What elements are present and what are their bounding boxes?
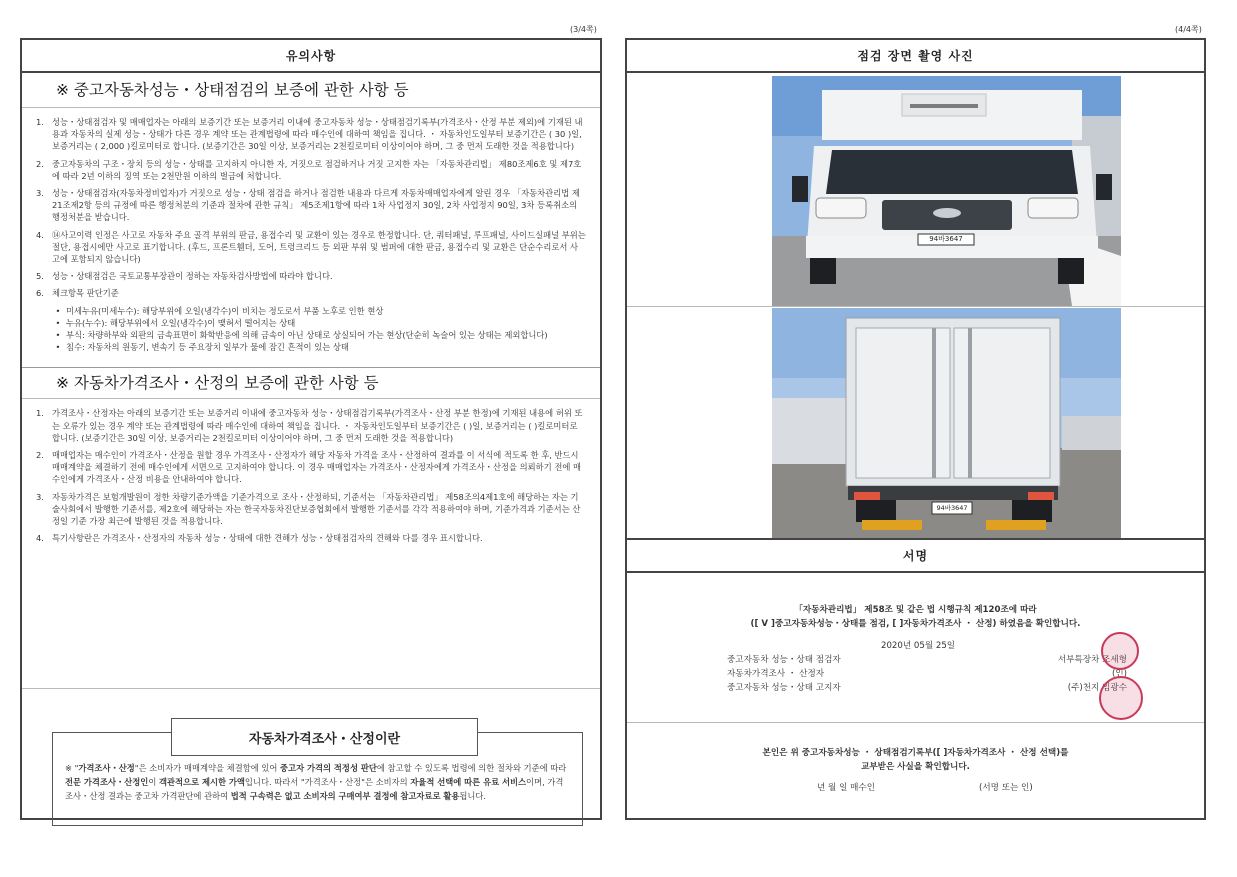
- item-text: 매매업자는 매수인이 가격조사・산정을 원할 경우 가격조사・산정자가 해당 자동차 가격을 조사・산정하여 결과를 이 서식에 적도록 한 후, 반드시 매매계약을 체결하기 전에 매수인에게 서면으로 고지하여야 합니다. 이 경우 매매업자는 가격조사・산정자에게 가격조사・산정을 의뢰하기 전에 매수인에게 가격조사・산정 비용을 안내하여야 합니다.: [52, 450, 582, 485]
- law-line-1: 「자동차관리법」 제58조 및 같은 법 시행규칙 제120조에 따라: [794, 605, 1037, 615]
- divider: [22, 688, 600, 689]
- item-text: 성능・상태점검은 국토교통부장관이 정하는 자동차검사방법에 따라야 합니다.: [52, 271, 333, 282]
- price-warranty-list: [22, 399, 600, 544]
- photo-panel: [625, 38, 1206, 820]
- item-number: 1.: [36, 117, 44, 127]
- item-number: 5.: [36, 271, 44, 282]
- price-warranty-item: [36, 449, 586, 486]
- section-title-price-warranty: ※ 자동차가격조사・산정의 보증에 관한 사항 등: [56, 374, 379, 393]
- divider: [627, 722, 1204, 723]
- inspection-warranty-item: [36, 229, 586, 266]
- item-number: 1.: [36, 408, 44, 419]
- item-text: 성능・상태점검자 및 매매업자는 아래의 보증기간 또는 보증거리 이내에 중고자동차 성능・상태점검기록부(가격조사・산정 부분 제외)에 기재된 내용과 자동차의 실제 성능・상태가 다른 경우 계약 또는 관계법령에 따라 매수인에 대하여 책임을 집니다. ・ 자동차인도일부터 보증기간은 ( 30 )일, 보증거리는 ( 2,000 )킬로미터로 합니다. (보증기간은 30일 이상, 보증거리는 2천킬로미터 이상이어야 하며, 그 중 먼저 도래한 것을 적용합니다): [52, 117, 583, 152]
- item-text: 자동차가격은 보험개발원이 정한 차량기준가액을 기준가격으로 조사・산정하되, 기준서는 「자동차관리법」 제58조의4제1호에 해당하는 자는 기술사회에서 발행한 기준서를, 제2호에 해당하는 자는 한국자동차진단보증협회에서 발행한 기준서를 각각 적용하여야 하며, 기준가격과 기준서는 산정일 기준 가장 최근에 발행된 것을 적용합니다.: [52, 491, 581, 527]
- signatory-inspector: 중고자동차 성능・상태 점검자 서부특장차 조세형: [727, 655, 1127, 665]
- inspection-warranty-item: [36, 116, 586, 153]
- inspection-warranty-item: [36, 158, 586, 182]
- page-number-right: (4/4쪽): [1175, 25, 1202, 34]
- receipt-line-2: 교부받은 사실을 확인합니다.: [861, 762, 970, 772]
- item-text: 중고자동차의 구조・장치 등의 성능・상태를 고지하지 아니한 자, 거짓으로 점검하거나 거짓 고지한 자는 「자동차관리법」 제80조제6호 및 제7호에 따라 2년 이하의 징역 또는 2천만원 이하의 벌금에 처합니다.: [52, 158, 582, 181]
- section-title-inspection-warranty: ※ 중고자동차성능・상태점검의 보증에 관한 사항 등: [56, 81, 409, 99]
- criteria-item: [50, 341, 586, 353]
- item-number: 3.: [36, 188, 44, 199]
- law-statement: [627, 603, 1204, 631]
- signature-date: 2020년 05월 25일: [881, 641, 956, 651]
- receipt-confirmation: [627, 746, 1204, 774]
- buyer-signature-field[interactable]: (서명 또는 인): [979, 783, 1033, 793]
- criteria-item: [50, 317, 586, 329]
- item-text: 성능・상태점검자(자동차정비업자)가 거짓으로 성능・상태 점검을 하거나 점검한 내용과 다르게 자동차매매업자에게 알린 경우 「자동차관리법 제21조제2항 등의 규정에 따른 행정처분의 기준과 절차에 관한 규칙」 제5조제1항에 따라 1차 사업정지 30일, 2차 사업정지 90일, 3차 등록취소의 행정처분을 받습니다.: [52, 188, 580, 223]
- buyer-line: 년 월 일 매수인: [817, 783, 876, 793]
- item-number: 2.: [36, 450, 44, 461]
- front-license-plate: 94바3647: [929, 235, 963, 243]
- item-text: ⑭사고이력 인정은 사고로 자동차 주요 골격 부위의 판금, 용접수리 및 교환이 있는 경우로 한정합니다. 단, 쿼터패널, 루프패널, 사이드실패널 부위는 절단, 용접시에만 사고로 표기합니다. (후드, 프론트휀더, 도어, 트렁크리드 등 외판 부위 및 범퍼에 대한 판금, 용접수리 및 교환은 단순수리로서 사고에 포함되지 않습니다): [52, 229, 586, 265]
- price-warranty-item: [36, 491, 586, 528]
- signature-header: 서명: [627, 540, 1204, 573]
- law-line-2: ([ V ]중고자동차성능・상태를 점검, [ ]자동차가격조사 ・ 산정) 하였음을 확인합니다.: [750, 619, 1081, 629]
- inspection-warranty-item: [36, 287, 586, 299]
- note-title: 자동차가격조사・산정이란: [171, 718, 478, 756]
- page-number-left: (3/4쪽): [570, 25, 597, 34]
- bullet-icon: •: [55, 342, 61, 353]
- signatory-notifier: 중고자동차 성능・상태 고지자 (주)천지 임광수: [727, 683, 1127, 693]
- signatory-list: [727, 653, 1127, 695]
- inspector-seal-stamp: [1101, 632, 1139, 670]
- divider: [627, 306, 1204, 307]
- criteria-text: 침수: 자동차의 원동기, 변속기 등 주요장치 일부가 물에 잠긴 흔적이 있는 상태: [66, 342, 349, 353]
- front-inspection-photo: [772, 76, 1121, 306]
- criteria-text: 부식: 차량하부와 외판의 금속표면이 화학반응에 의해 금속이 아닌 상태로 상실되어 가는 현상(단순히 녹슬어 있는 상태는 제외합니다): [66, 330, 548, 341]
- inspection-warranty-item: [36, 270, 586, 282]
- notice-header: 유의사항: [22, 40, 600, 73]
- bullet-icon: •: [55, 317, 61, 328]
- criteria-text: 누유(누수): 해당부위에서 오일(냉각수)이 맺혀서 떨어지는 상태: [66, 317, 296, 328]
- item-number: 4.: [36, 229, 44, 240]
- item-number: 3.: [36, 491, 44, 502]
- price-warranty-item: [36, 532, 586, 544]
- item-number: 4.: [36, 533, 44, 544]
- rear-inspection-photo: [772, 308, 1121, 538]
- photo-header: 점검 장면 촬영 사진: [627, 40, 1204, 73]
- item-number: 6.: [36, 288, 44, 299]
- criteria-item: [50, 305, 586, 317]
- item-text: 체크항목 판단기준: [52, 288, 119, 299]
- bullet-icon: •: [55, 305, 61, 316]
- item-number: 2.: [36, 158, 44, 169]
- price-assessment-note-box: [52, 732, 583, 826]
- notice-panel: [20, 38, 602, 820]
- item-text: 특기사항란은 가격조사・산정자의 자동차 성능・상태에 대한 견해가 성능・상태점검자의 견해와 다를 경우 표시합니다.: [52, 533, 483, 544]
- price-warranty-item: [36, 407, 586, 444]
- front-truck-image: [772, 76, 1121, 306]
- inspection-warranty-list: [22, 108, 600, 300]
- criteria-list: [22, 305, 600, 354]
- rear-license-plate: 94바3647: [936, 504, 968, 512]
- inspection-warranty-item: [36, 187, 586, 224]
- note-text: ※ "가격조사・산정"은 소비자가 매매계약을 체결함에 있어 중고자 가격의 적정성 판단에 참고할 수 있도록 법령에 의한 절차와 기준에 따라 전문 가격조사・산정인이 객관적으로 제시한 가액입니다. 따라서 "가격조사・산정"은 소비자의 자율적 선택에 따른 유료 서비스이며, 가격조사・산정 결과는 중고차 가격판단에 관하여 법적 구속력은 없고 소비자의 구매여부 결정에 참고자료로 활용됩니다.: [65, 763, 567, 801]
- item-text: 가격조사・산정자는 아래의 보증기간 또는 보증거리 이내에 중고자동차 성능・상태점검기록부(가격조사・산정 부분 한정)에 기재된 내용에 허위 또는 오류가 있는 경우 계약 또는 관계법령에 따라 매수인에 대하여 책임을 집니다. ・ 자동차인도일부터 보증기간은 ( )일, 보증거리는 ( )킬로미터로 합니다. (보증기간은 30일 이상, 보증거리는 2천킬로미터 이상이어야 하며, 그 중 먼저 도래한 것을 적용합니다): [52, 408, 583, 443]
- bullet-icon: •: [55, 330, 61, 341]
- signatory-price-assessor: 자동차가격조사 ・ 산정자 (인): [727, 669, 1127, 679]
- criteria-text: 미세누유(미세누수): 해당부위에 오일(냉각수)이 비치는 정도로서 부품 노후로 인한 현상: [66, 305, 384, 316]
- notifier-seal-stamp: [1099, 676, 1143, 720]
- criteria-item: [50, 329, 586, 341]
- receipt-line-1: 본인은 위 중고자동차성능 ・ 상태점검기록부([ ]자동차가격조사 ・ 산정 선택)를: [762, 748, 1069, 758]
